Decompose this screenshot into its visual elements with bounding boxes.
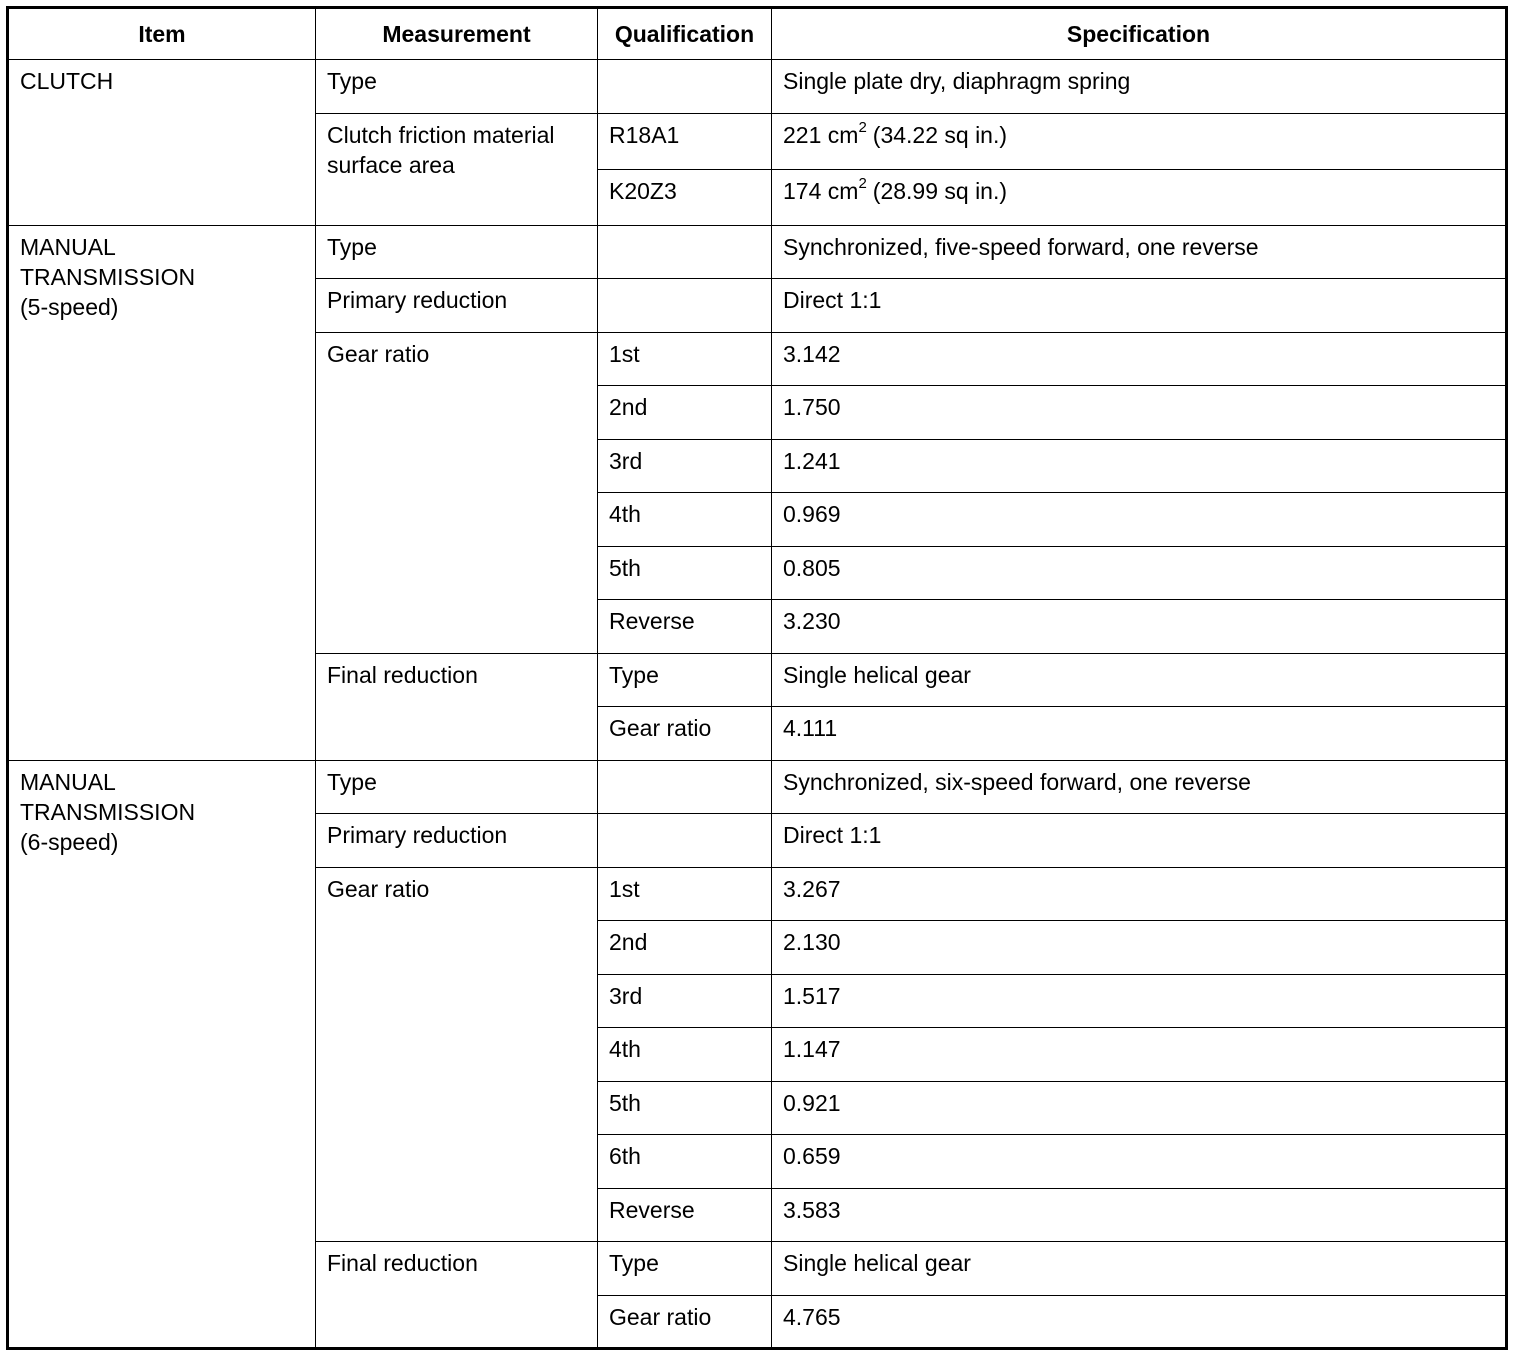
specification-cell: 3.583 [772,1188,1507,1242]
measurement-cell: Gear ratio [316,332,598,653]
qualification-cell: 2nd [598,386,772,440]
measurement-cell: Final reduction [316,653,598,760]
qualification-cell: 5th [598,546,772,600]
qualification-cell [598,814,772,868]
specification-cell: 1.750 [772,386,1507,440]
qualification-cell: 1st [598,867,772,921]
specification-cell: 3.142 [772,332,1507,386]
specification-cell: 4.765 [772,1295,1507,1349]
qualification-cell: Gear ratio [598,707,772,761]
exponent: 2 [858,118,867,136]
measurement-cell: Final reduction [316,1242,598,1349]
header-row [8,8,1507,60]
metric-value: 221 cm [783,121,859,148]
header-qualification: Qualification [598,8,772,60]
specification-table [6,6,1508,1350]
header-specification: Specification [772,8,1507,60]
specification-cell: 0.921 [772,1081,1507,1135]
exponent: 2 [858,174,867,192]
item-mt6: MANUAL TRANSMISSION (6-speed) [8,760,316,1349]
qualification-cell: R18A1 [598,113,772,169]
specification-cell [772,169,1507,225]
qualification-cell: 3rd [598,439,772,493]
item-clutch: CLUTCH [8,60,316,226]
qualification-cell: 4th [598,1028,772,1082]
specification-cell: Synchronized, six-speed forward, one reverse [772,760,1507,814]
qualification-cell: Reverse [598,600,772,654]
metric-value: 174 cm [783,177,859,204]
qualification-cell [598,60,772,114]
header-item: Item [8,8,316,60]
qualification-cell: 2nd [598,921,772,975]
specification-cell [772,113,1507,169]
specification-cell: 2.130 [772,921,1507,975]
measurement-cell: Gear ratio [316,867,598,1242]
specification-cell: 0.969 [772,493,1507,547]
specification-cell: 0.805 [772,546,1507,600]
qualification-cell: Type [598,653,772,707]
qualification-cell: 3rd [598,974,772,1028]
specification-cell: Single helical gear [772,653,1507,707]
measurement-cell: Primary reduction [316,279,598,333]
table-row [8,225,1507,279]
qualification-cell: 6th [598,1135,772,1189]
qualification-cell: 5th [598,1081,772,1135]
specification-cell: Single helical gear [772,1242,1507,1296]
measurement-cell: Type [316,225,598,279]
header-measurement: Measurement [316,8,598,60]
specification-cell: 3.267 [772,867,1507,921]
measurement-cell: Type [316,760,598,814]
specification-cell: 1.241 [772,439,1507,493]
item-mt5: MANUAL TRANSMISSION (5-speed) [8,225,316,760]
specification-cell: 1.147 [772,1028,1507,1082]
imperial-value: (34.22 sq in.) [872,121,1008,148]
qualification-cell: Reverse [598,1188,772,1242]
specification-cell: Direct 1:1 [772,814,1507,868]
qualification-cell: K20Z3 [598,169,772,225]
imperial-value: (28.99 sq in.) [872,177,1008,204]
specification-cell: Single plate dry, diaphragm spring [772,60,1507,114]
measurement-cell: Primary reduction [316,814,598,868]
specification-cell: 0.659 [772,1135,1507,1189]
measurement-cell: Type [316,60,598,114]
specification-cell: Synchronized, five-speed forward, one reverse [772,225,1507,279]
table-row [8,760,1507,814]
qualification-cell [598,225,772,279]
qualification-cell [598,279,772,333]
qualification-cell: 1st [598,332,772,386]
table-row [8,60,1507,114]
qualification-cell [598,760,772,814]
measurement-cell: Clutch friction material surface area [316,113,598,225]
qualification-cell: Gear ratio [598,1295,772,1349]
specification-cell: 4.111 [772,707,1507,761]
qualification-cell: Type [598,1242,772,1296]
specification-cell: 3.230 [772,600,1507,654]
specification-cell: 1.517 [772,974,1507,1028]
specification-cell: Direct 1:1 [772,279,1507,333]
qualification-cell: 4th [598,493,772,547]
